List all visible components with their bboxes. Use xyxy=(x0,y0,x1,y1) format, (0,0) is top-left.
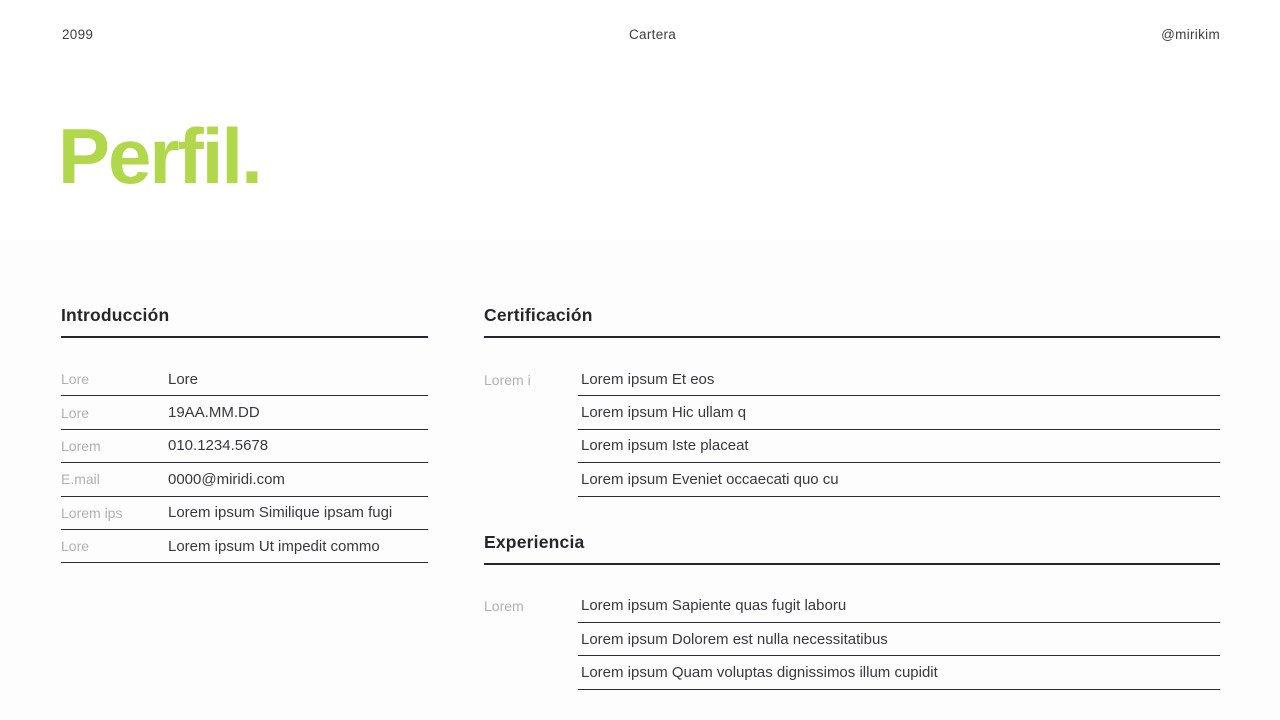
row-value: Lorem ipsum Dolorem est nulla necessitatibus xyxy=(578,623,1220,656)
row-value: 010.1234.5678 xyxy=(168,437,269,455)
row-label: Lore xyxy=(61,538,90,555)
certificacion-table xyxy=(484,363,1220,497)
row-label: Lore xyxy=(61,404,90,421)
list-item xyxy=(484,656,1220,689)
row-label: Lorem xyxy=(61,437,101,454)
certificacion-heading: Certificación xyxy=(484,304,1220,338)
row-value: Lorem ipsum Et eos xyxy=(578,363,1220,396)
row-value: Lorem ipsum Sapiente quas fugit laboru xyxy=(578,590,1220,623)
row-label xyxy=(484,463,578,496)
table-row xyxy=(61,530,428,563)
introduccion-table xyxy=(61,363,428,563)
list-item xyxy=(484,590,1220,623)
list-item xyxy=(484,430,1220,463)
list-item xyxy=(484,396,1220,429)
table-row xyxy=(61,430,428,463)
table-row xyxy=(61,396,428,429)
table-row xyxy=(61,463,428,496)
list-item xyxy=(484,623,1220,656)
row-label: E.mail xyxy=(61,471,100,488)
row-label: Lorem ips xyxy=(61,504,123,521)
experiencia-table xyxy=(484,590,1220,690)
row-label: Lorem i xyxy=(484,371,531,388)
table-row xyxy=(61,363,428,396)
row-value: Lore xyxy=(168,370,199,388)
row-label: Lore xyxy=(61,371,90,388)
row-label xyxy=(484,430,578,463)
row-value: 19AA.MM.DD xyxy=(168,404,260,422)
row-value: 0000@miridi.com xyxy=(168,470,285,488)
page-title: Perfil. xyxy=(58,112,261,200)
row-label: Lorem xyxy=(484,598,524,615)
experiencia-heading: Experiencia xyxy=(484,531,1220,565)
row-label xyxy=(484,656,578,689)
row-value: Lorem ipsum Similique ipsam fugi xyxy=(168,504,393,522)
row-value: Lorem ipsum Quam voluptas dignissimos illum cupidit xyxy=(578,656,1220,689)
row-value: Lorem ipsum Ut impedit commo xyxy=(168,537,380,555)
row-label xyxy=(484,396,578,429)
list-item xyxy=(484,363,1220,396)
row-value: Lorem ipsum Iste placeat xyxy=(578,430,1220,463)
list-item xyxy=(484,463,1220,496)
introduccion-heading: Introducción xyxy=(61,304,428,338)
header-year: 2099 xyxy=(62,27,94,42)
row-value: Lorem ipsum Hic ullam q xyxy=(578,396,1220,429)
header-nav-cartera[interactable]: Cartera xyxy=(629,27,677,42)
row-value: Lorem ipsum Eveniet occaecati quo cu xyxy=(578,463,1220,496)
header-handle[interactable]: @mirikim xyxy=(1161,27,1220,42)
right-column xyxy=(484,304,1220,690)
row-label xyxy=(484,623,578,656)
table-row xyxy=(61,497,428,530)
section-introduccion xyxy=(61,304,428,563)
